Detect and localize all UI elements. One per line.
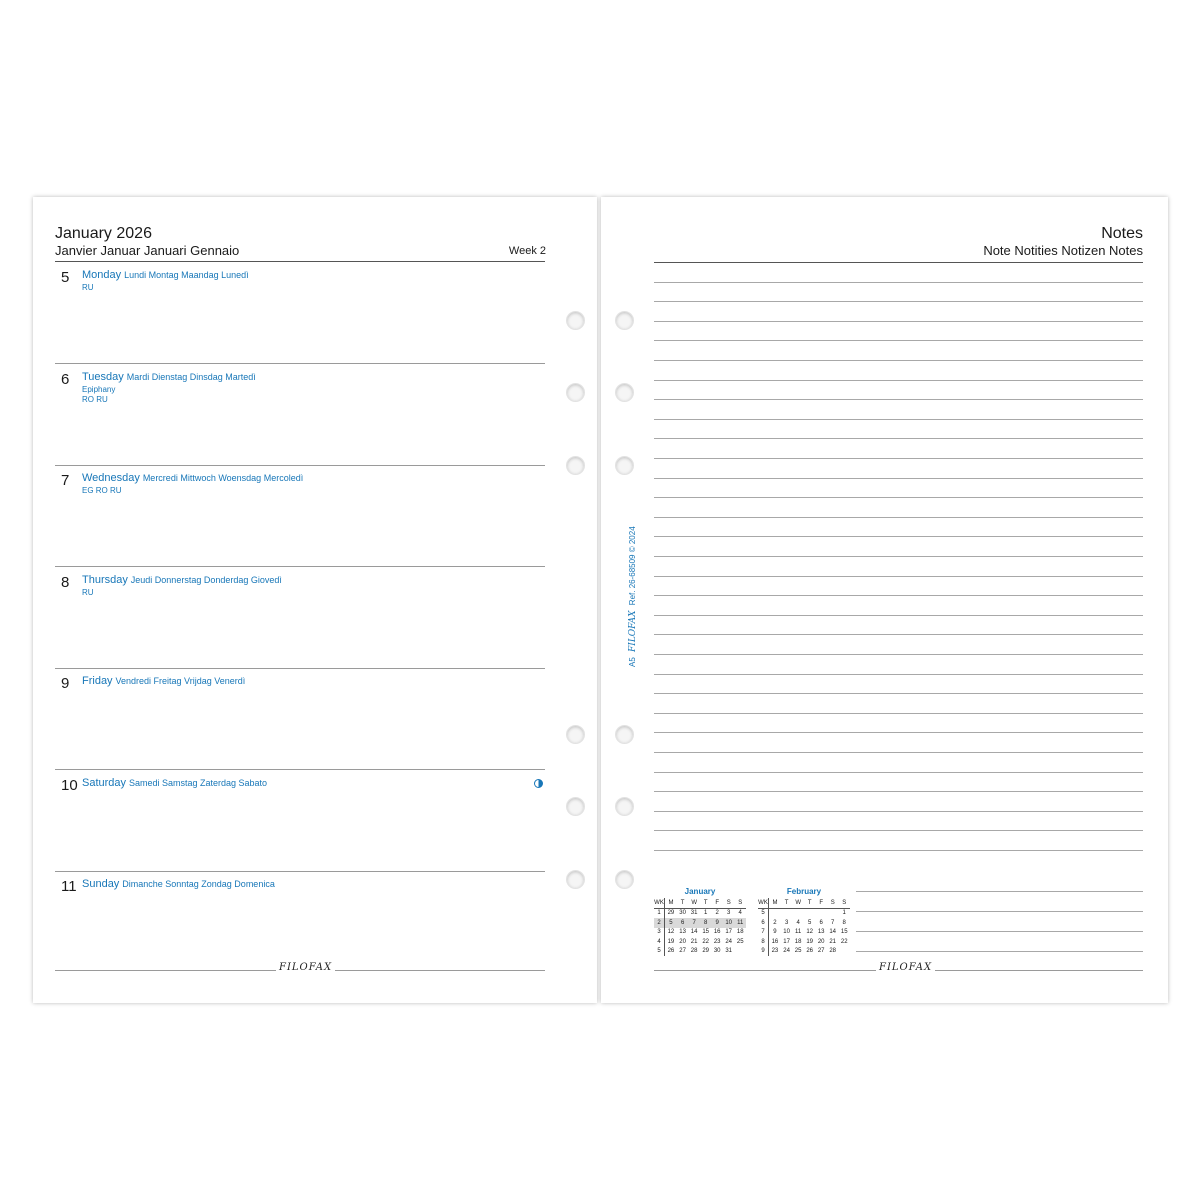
mini-calendar-cell: 17 — [783, 938, 790, 945]
mini-calendar-cell: 6 — [819, 919, 823, 926]
day-block[interactable] — [55, 771, 545, 872]
week-label: Week 2 — [508, 245, 546, 257]
mini-calendar-cell: 23 — [713, 938, 721, 945]
mini-calendar-cell: 5 — [758, 908, 769, 918]
notes-line — [654, 497, 1143, 498]
mini-calendar-cell: 20 — [679, 938, 686, 945]
mini-calendar-cell: 14 — [690, 929, 698, 936]
month-title: January 2026 — [55, 225, 152, 242]
day-block[interactable] — [55, 263, 545, 364]
side-filofax-logo: FILOFAX — [628, 610, 638, 652]
binder-hole — [615, 797, 634, 816]
mini-calendar-header: F — [815, 898, 827, 908]
mini-calendar-header: T — [700, 898, 712, 908]
mini-calendar-cell: 24 — [783, 948, 790, 955]
day-name: Tuesday — [82, 370, 124, 383]
mini-calendar-cell: 8 — [700, 918, 712, 928]
mini-calendar-header: S — [723, 898, 735, 908]
notes-line — [654, 830, 1143, 831]
mini-calendar-cell: 3 — [727, 910, 731, 917]
binder-hole — [615, 725, 634, 744]
mini-calendar-cell — [734, 947, 746, 957]
mini-calendar-cell — [781, 908, 793, 918]
mini-calendar-week — [758, 918, 850, 928]
mini-calendar-cell: 25 — [794, 948, 802, 955]
mini-calendar-cell: 11 — [734, 918, 746, 928]
header-rule — [55, 261, 545, 262]
mini-calendar-header: F — [711, 898, 723, 908]
notes-line — [654, 674, 1143, 675]
mini-calendar-january — [654, 887, 746, 956]
mini-calendar-cell: 3 — [654, 928, 665, 938]
mini-calendar-cell: 27 — [817, 948, 825, 955]
mini-calendar-cell: 6 — [677, 918, 689, 928]
day-name: Saturday — [82, 776, 127, 789]
month-translations: Janvier Januar Januari Gennaio — [55, 243, 240, 258]
notes-line — [654, 536, 1143, 537]
notes-line — [654, 732, 1143, 733]
mini-calendar-header: T — [781, 898, 793, 908]
mini-calendar-cell: 30 — [679, 910, 686, 917]
notes-line — [654, 713, 1143, 714]
day-number: 6 — [61, 370, 70, 388]
day-note: Epiphany — [82, 384, 116, 394]
binder-hole — [566, 725, 585, 744]
day-number: 9 — [61, 675, 70, 692]
mini-calendar-cell — [769, 908, 781, 918]
mini-calendar-cell: 3 — [784, 919, 789, 926]
mini-calendar-cell: 18 — [736, 929, 744, 936]
day-names — [82, 574, 282, 586]
notes-translations: Note Notities Notizen Notes — [983, 243, 1143, 258]
binder-hole — [566, 311, 585, 330]
mini-calendar-cell: 5 — [807, 919, 812, 926]
day-names — [82, 878, 275, 890]
notes-line — [654, 360, 1143, 361]
mini-calendar-cell: 9 — [773, 929, 777, 936]
mini-calendar-cell: 8 — [842, 919, 846, 926]
mini-calendar-cell: 22 — [840, 938, 848, 945]
mini-calendar-week — [758, 947, 850, 957]
left-diary-page — [33, 197, 597, 1003]
mini-calendar-cell: 22 — [702, 938, 709, 945]
notes-line-short — [856, 891, 1143, 892]
notes-line — [654, 615, 1143, 616]
mini-calendar-week — [654, 908, 746, 918]
notes-line — [654, 654, 1143, 655]
mini-calendar-cell: 9 — [758, 947, 769, 957]
mini-calendar-cell: 16 — [771, 938, 779, 945]
first-quarter-moon-icon — [534, 779, 543, 788]
binder-hole — [615, 311, 634, 330]
mini-calendar-cell: 16 — [713, 929, 721, 936]
mini-calendar-cell: 4 — [738, 910, 742, 917]
mini-calendar-cell: 14 — [829, 929, 837, 936]
mini-calendar-cell: 15 — [840, 929, 848, 936]
mini-calendar-cell: 27 — [679, 948, 686, 955]
day-block[interactable] — [55, 466, 545, 567]
mini-calendar-cell: 19 — [806, 938, 813, 945]
day-number: 5 — [61, 269, 70, 286]
day-name-translations: Mardi Dienstag Dinsdag Martedì — [126, 371, 256, 382]
mini-calendar-cell — [792, 908, 804, 918]
day-note: RU — [82, 283, 94, 292]
mini-calendar-cell: 31 — [690, 910, 698, 917]
day-names — [82, 269, 249, 281]
notes-line-short — [856, 931, 1143, 932]
copyright: © 2024 — [628, 526, 637, 553]
mini-calendar-header: S — [827, 898, 839, 908]
right-notes-page — [601, 197, 1168, 1003]
mini-calendar-cell: 21 — [829, 938, 837, 945]
mini-calendar-cell: 8 — [758, 937, 769, 947]
mini-calendar-cell: 7 — [831, 919, 835, 926]
mini-calendar-february — [758, 887, 850, 956]
mini-calendar-cell: 6 — [758, 918, 769, 928]
day-number: 8 — [61, 573, 70, 591]
mini-calendar-cell: 21 — [690, 938, 698, 945]
binder-hole — [615, 870, 634, 889]
notes-line-short — [856, 911, 1143, 912]
notes-line — [654, 772, 1143, 773]
mini-calendar-cell: 17 — [725, 929, 733, 936]
mini-calendar-cell: 4 — [654, 937, 665, 947]
mini-calendar-cell: 19 — [667, 938, 675, 945]
day-names — [82, 777, 267, 789]
mini-calendar-cell: 1 — [842, 910, 846, 917]
mini-calendar-cell: 5 — [665, 918, 677, 928]
day-name-translations: Dimanche Sonntag Zondag Domenica — [122, 879, 275, 889]
notes-line — [654, 399, 1143, 400]
notes-line — [654, 693, 1143, 694]
day-name: Friday — [82, 675, 113, 687]
mini-calendar-title: February — [786, 887, 822, 896]
notes-line-short — [856, 951, 1143, 952]
day-name-translations: Lundi Montag Maandag Lunedì — [124, 270, 249, 280]
filofax-logo: FILOFAX — [876, 962, 935, 973]
notes-line — [654, 811, 1143, 812]
mini-calendar-cell: 15 — [702, 929, 709, 936]
mini-calendar-cell: 23 — [771, 948, 779, 955]
binder-hole — [566, 870, 585, 889]
notes-line — [654, 282, 1143, 283]
mini-calendar-cell — [838, 947, 850, 957]
mini-calendar-cell — [804, 908, 816, 918]
notes-line — [654, 340, 1143, 341]
notes-line — [654, 321, 1143, 322]
day-name-translations: Mercredi Mittwoch Woensdag Mercoledì — [142, 473, 304, 483]
day-name-translations: Vendredi Freitag Vrijdag Venerdì — [115, 676, 246, 686]
mini-calendar-header: T — [804, 898, 816, 908]
mini-calendar-cell: 10 — [723, 918, 735, 928]
notes-line — [654, 438, 1143, 439]
mini-calendar-cell: 24 — [725, 938, 733, 945]
binder-hole — [566, 456, 585, 475]
mini-calendar-cell: 18 — [794, 938, 802, 945]
mini-calendar-header: M — [665, 898, 677, 908]
mini-calendar-cell: 5 — [654, 947, 665, 957]
mini-calendar-cell: 26 — [806, 948, 813, 955]
notes-line — [654, 262, 1143, 263]
mini-calendar-header: S — [838, 898, 850, 908]
mini-calendar-cell — [815, 908, 827, 918]
mini-calendar-week — [654, 937, 746, 947]
notes-line — [654, 791, 1143, 792]
mini-calendar-cell: 13 — [817, 929, 825, 936]
mini-calendar-cell: 29 — [702, 948, 709, 955]
mini-calendar-cell: 4 — [796, 919, 800, 926]
day-name: Monday — [82, 269, 122, 281]
mini-calendar-cell: 12 — [806, 929, 813, 936]
day-note: RU — [82, 587, 94, 597]
mini-calendar-cell: 28 — [829, 948, 837, 955]
day-note: EG RO RU — [82, 486, 122, 495]
mini-calendar-week — [654, 918, 746, 928]
mini-calendar-header: W — [792, 898, 804, 908]
mini-calendar-header: WK — [758, 898, 769, 908]
notes-line — [654, 517, 1143, 518]
mini-calendar-cell: 29 — [667, 910, 675, 917]
mini-calendar-cell: 1 — [654, 908, 665, 918]
day-note: RO RU — [82, 394, 108, 404]
mini-calendar-header: M — [769, 898, 781, 908]
mini-calendar-week — [758, 908, 850, 918]
day-name: Wednesday — [82, 472, 140, 484]
mini-calendar-cell: 7 — [688, 918, 700, 928]
mini-calendar-title: January — [684, 887, 716, 896]
mini-calendar-cell: 9 — [711, 918, 723, 928]
mini-calendar-cell: 7 — [758, 928, 769, 938]
mini-calendar-cell — [827, 908, 839, 918]
notes-line — [654, 556, 1143, 557]
mini-calendar-cell: 30 — [713, 948, 721, 955]
day-names — [82, 371, 256, 383]
notes-line — [654, 419, 1143, 420]
day-name: Sunday — [82, 878, 120, 890]
mini-calendar-header: W — [688, 898, 700, 908]
mini-calendar-cell: 20 — [817, 938, 825, 945]
mini-calendar-week — [758, 928, 850, 938]
mini-calendar-cell: 31 — [725, 948, 733, 955]
mini-calendar-cell: 25 — [736, 938, 744, 945]
day-names — [82, 675, 245, 687]
mini-calendar-cell: 28 — [690, 948, 698, 955]
mini-calendar-cell: 2 — [773, 919, 777, 926]
page-size-label: A5 — [628, 657, 637, 667]
binder-hole — [615, 456, 634, 475]
mini-calendar-cell: 10 — [783, 929, 790, 936]
day-number: 10 — [61, 776, 78, 794]
page-reference — [628, 526, 638, 667]
mini-calendar-header: WK — [654, 898, 665, 908]
day-name: Thursday — [82, 573, 128, 586]
notes-line — [654, 634, 1143, 635]
day-number: 11 — [61, 878, 77, 895]
mini-calendar-cell: 2 — [715, 910, 719, 917]
mini-calendar-cell: 11 — [795, 929, 802, 936]
mini-calendar-cell: 2 — [654, 918, 665, 928]
mini-calendar-week — [654, 947, 746, 957]
mini-calendar-cell: 26 — [667, 948, 675, 955]
notes-line — [654, 458, 1143, 459]
day-block[interactable] — [55, 669, 545, 770]
notes-line — [654, 301, 1143, 302]
notes-line — [654, 380, 1143, 381]
day-block[interactable] — [55, 568, 545, 669]
day-block[interactable] — [55, 365, 545, 466]
notes-line — [654, 752, 1143, 753]
day-block[interactable] — [55, 872, 545, 973]
mini-calendar-header: S — [734, 898, 746, 908]
binder-hole — [615, 383, 634, 402]
day-name-translations: Jeudi Donnerstag Donderdag Giovedì — [130, 574, 282, 585]
notes-line — [654, 478, 1143, 479]
mini-calendar-week — [654, 928, 746, 938]
day-names — [82, 472, 303, 484]
day-number: 7 — [61, 472, 70, 489]
mini-calendar-cell: 1 — [703, 910, 708, 917]
binder-hole — [566, 383, 585, 402]
binder-hole — [566, 797, 585, 816]
ref-number: Ref. 26-68509 — [628, 554, 637, 606]
notes-line — [654, 595, 1143, 596]
mini-calendar-header: T — [677, 898, 689, 908]
mini-calendar-week — [758, 937, 850, 947]
notes-line — [654, 850, 1143, 851]
mini-calendar-cell: 13 — [679, 929, 686, 936]
notes-title: Notes — [1101, 225, 1143, 242]
notes-line — [654, 576, 1143, 577]
day-name-translations: Samedi Samstag Zaterdag Sabato — [128, 777, 268, 788]
filofax-logo: FILOFAX — [276, 962, 335, 973]
mini-calendar-cell: 12 — [667, 929, 675, 936]
